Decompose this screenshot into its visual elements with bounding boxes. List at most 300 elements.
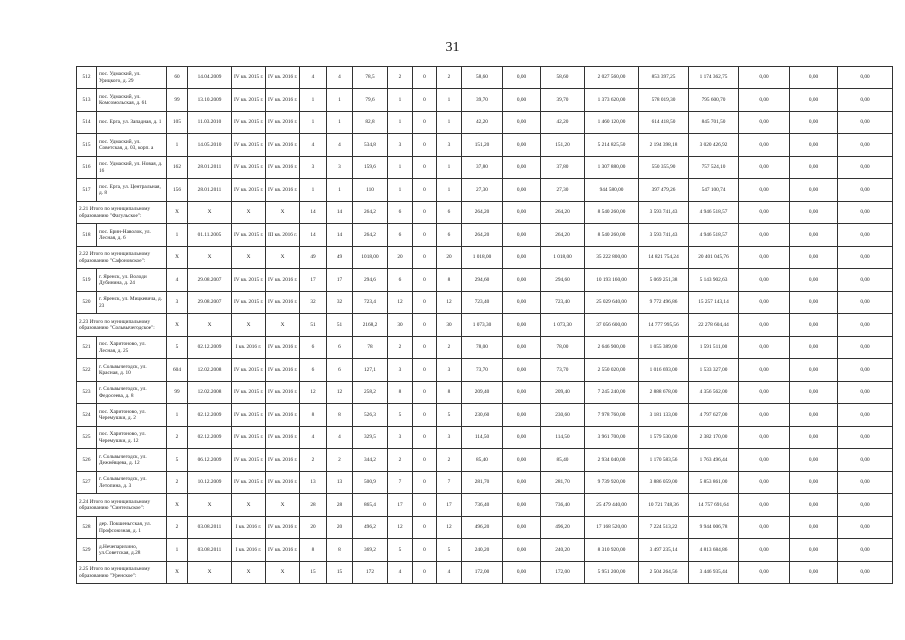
table-cell: 17 — [437, 494, 462, 517]
table-cell: 0,00 — [790, 337, 838, 359]
table-row — [77, 157, 893, 179]
table-cell: 1 — [388, 112, 413, 134]
table-cell: 42,20 — [462, 112, 503, 134]
table-cell: 32 — [327, 292, 353, 314]
table-cell: 0,00 — [790, 404, 838, 427]
table-cell: 0,00 — [739, 359, 790, 382]
table-cell: 1 373 620,00 — [585, 89, 639, 112]
table-cell: 0,00 — [790, 134, 838, 157]
table-cell: X — [167, 202, 188, 224]
table-cell: 0,00 — [739, 67, 790, 89]
table-cell: 25 479 440,00 — [585, 494, 639, 517]
table-cell: 20 401 045,76 — [689, 247, 739, 269]
table-cell: 27,30 — [541, 179, 585, 202]
table-cell: 2 — [437, 337, 462, 359]
table-cell: 2 — [167, 472, 188, 494]
table-row — [77, 382, 893, 404]
table-cell: 329,5 — [353, 427, 388, 449]
table-cell: 03.08.2011 — [188, 539, 232, 562]
table-cell: 8 — [300, 404, 327, 427]
table-cell: 02.12.2009 — [188, 427, 232, 449]
table-cell: 49 — [300, 247, 327, 269]
table-cell: 0,00 — [739, 449, 790, 472]
table-cell: 156 — [167, 179, 188, 202]
table-cell: 0 — [413, 562, 437, 584]
table-cell: 1 — [388, 179, 413, 202]
table-cell: 9 944 006,78 — [689, 517, 739, 539]
table-cell: 0 — [413, 539, 437, 562]
table-cell: 0,00 — [838, 562, 893, 584]
table-cell: 0,00 — [790, 562, 838, 584]
table-cell: IV кв. 2015 г. — [232, 269, 266, 292]
table-row — [77, 269, 893, 292]
table-cell: 37,80 — [541, 157, 585, 179]
table-cell: 3 — [300, 157, 327, 179]
table-cell: 523 — [77, 382, 97, 404]
table-cell: IV кв. 2015 г. — [232, 472, 266, 494]
table-cell: 264,20 — [462, 202, 503, 224]
table-cell: 8 — [300, 539, 327, 562]
table-cell: 614 418,50 — [639, 112, 689, 134]
table-cell: 5 143 902,63 — [689, 269, 739, 292]
table-cell: 723,4 — [353, 292, 388, 314]
table-cell: 0,00 — [739, 472, 790, 494]
table-cell: 3 — [327, 157, 353, 179]
table-cell: 3 — [167, 292, 188, 314]
table-row — [77, 112, 893, 134]
table-cell: 0,00 — [503, 449, 541, 472]
table-row — [77, 337, 893, 359]
table-cell: X — [266, 202, 300, 224]
table-cell: 1 — [388, 89, 413, 112]
table-cell: IV кв. 2015 г. — [232, 449, 266, 472]
table-cell: 12.02.2008 — [188, 359, 232, 382]
table-cell: 15 — [300, 562, 327, 584]
table-cell: 20 — [327, 517, 353, 539]
table-cell: 4 — [300, 67, 327, 89]
table-cell: 0,00 — [838, 247, 893, 269]
table-cell: 515 — [77, 134, 97, 157]
table-cell: 10.12.2009 — [188, 472, 232, 494]
table-cell: 02.12.2009 — [188, 337, 232, 359]
table-cell: 22 278 604,44 — [689, 314, 739, 337]
table-row — [77, 539, 893, 562]
table-cell: г. Яренск, ул. Володи Дубинина, д. 24 — [97, 269, 167, 292]
total-label: 2.24 Итого по муниципальному образованию "Синтельское": — [77, 494, 167, 517]
table-cell: 0,00 — [790, 292, 838, 314]
table-cell: 4 — [437, 562, 462, 584]
table-cell: IV кв. 2015 г. — [232, 157, 266, 179]
table-cell: 159,6 — [353, 157, 388, 179]
table-cell: 524 — [77, 404, 97, 427]
table-cell: 06.12.2009 — [188, 449, 232, 472]
table-cell: 0,00 — [503, 179, 541, 202]
table-cell: 114,50 — [462, 427, 503, 449]
table-cell: 73,70 — [541, 359, 585, 382]
total-row — [77, 247, 893, 269]
table-cell: 14 757 691,64 — [689, 494, 739, 517]
table-cell: 522 — [77, 359, 97, 382]
table-cell: 3 593 741,43 — [639, 224, 689, 247]
table-cell: X — [232, 562, 266, 584]
table-cell: X — [232, 494, 266, 517]
table-cell: 3 — [437, 427, 462, 449]
table-cell: IV кв. 2015 г. — [232, 67, 266, 89]
table-cell: 2 027 560,00 — [585, 67, 639, 89]
table-cell: 397 479,26 — [639, 179, 689, 202]
table-cell: 14 821 754,24 — [639, 247, 689, 269]
table-cell: 12 — [300, 382, 327, 404]
table-cell: IV кв. 2016 г. — [266, 112, 300, 134]
table-cell: 0,00 — [790, 202, 838, 224]
table-cell: 0,00 — [838, 427, 893, 449]
table-cell: 1 018,00 — [541, 247, 585, 269]
table-cell: 4 — [167, 269, 188, 292]
table-cell: 151,20 — [541, 134, 585, 157]
table-cell: 0,00 — [790, 89, 838, 112]
table-cell: 865,4 — [353, 494, 388, 517]
table-cell: 4 — [327, 427, 353, 449]
table-cell: 0,00 — [739, 157, 790, 179]
table-cell: IV кв. 2015 г. — [232, 404, 266, 427]
table-cell: 0,00 — [739, 404, 790, 427]
table-cell: 99 — [167, 89, 188, 112]
table-cell: X — [266, 494, 300, 517]
table-cell: 12 — [437, 517, 462, 539]
table-cell: 369,2 — [353, 539, 388, 562]
table-cell: 294,6 — [353, 269, 388, 292]
table-cell: 526 — [77, 449, 97, 472]
table-cell: X — [266, 314, 300, 337]
table-cell: 209,40 — [462, 382, 503, 404]
table-cell: 79,6 — [353, 89, 388, 112]
table-cell: 5 — [437, 404, 462, 427]
table-cell: 8 — [327, 539, 353, 562]
table-cell: 1 — [300, 89, 327, 112]
table-cell: 7 — [437, 472, 462, 494]
table-cell: 37 056 600,00 — [585, 314, 639, 337]
table-cell: 0 — [413, 517, 437, 539]
table-cell: 0,00 — [503, 404, 541, 427]
table-cell: 39,70 — [541, 89, 585, 112]
table-cell: 1 460 120,00 — [585, 112, 639, 134]
table-cell: 0,00 — [790, 494, 838, 517]
table-cell: 1 018,00 — [462, 247, 503, 269]
table-cell: 0,00 — [838, 67, 893, 89]
table-cell: 42,20 — [541, 112, 585, 134]
table-cell: 0 — [413, 67, 437, 89]
table-cell: 0,00 — [838, 337, 893, 359]
table-cell: 29.08.2007 — [188, 292, 232, 314]
table-cell: 1018,00 — [353, 247, 388, 269]
table-cell: г. Яренск, ул. Мицкевича, д. 23 — [97, 292, 167, 314]
table-cell: 264,20 — [462, 224, 503, 247]
table-cell: IV кв. 2016 г. — [266, 157, 300, 179]
table-cell: 1 073,30 — [541, 314, 585, 337]
table-cell: 2168,2 — [353, 314, 388, 337]
table-cell: IV кв. 2016 г. — [266, 427, 300, 449]
table-cell: 10 193 160,00 — [585, 269, 639, 292]
table-cell: 28.01.2011 — [188, 157, 232, 179]
table-cell: 1 — [167, 134, 188, 157]
table-cell: 6 — [327, 337, 353, 359]
table-cell: 0,00 — [790, 247, 838, 269]
table-cell: 2 382 170,00 — [689, 427, 739, 449]
table-cell: X — [188, 247, 232, 269]
table-cell: 3 — [437, 134, 462, 157]
table-cell: 105 — [167, 112, 188, 134]
table-cell: 294,60 — [541, 269, 585, 292]
table-cell: 12 — [388, 517, 413, 539]
total-label: 2.21 Итого по муниципальному образованию "Фагульское": — [77, 202, 167, 224]
table-cell: IV кв. 2016 г. — [266, 179, 300, 202]
table-cell: 5 — [388, 404, 413, 427]
table-cell: III кв. 2016 г. — [266, 224, 300, 247]
table-cell: 13 — [300, 472, 327, 494]
table-cell: 723,40 — [541, 292, 585, 314]
table-cell: 01.11.2005 — [188, 224, 232, 247]
table-cell: 1 — [388, 157, 413, 179]
table-cell: 0,00 — [790, 112, 838, 134]
table-cell: IV кв. 2015 г. — [232, 89, 266, 112]
table-row — [77, 517, 893, 539]
table-cell: 0,00 — [838, 517, 893, 539]
table-cell: 2 — [167, 427, 188, 449]
table-cell: 1 763 496,44 — [689, 449, 739, 472]
table-cell: 14 — [327, 224, 353, 247]
table-cell: 0,00 — [503, 382, 541, 404]
table-cell: 14 — [300, 202, 327, 224]
table-cell: г. Сольвычегодск, ул. Федосеева, д. 8 — [97, 382, 167, 404]
table-cell: пос. Ерга, ул. Западная, д. 1 — [97, 112, 167, 134]
table-cell: 10 721 748,36 — [639, 494, 689, 517]
table-cell: 99 — [167, 382, 188, 404]
table-cell: 12 — [437, 292, 462, 314]
table-cell: 0,00 — [739, 224, 790, 247]
table-cell: 58,60 — [541, 67, 585, 89]
table-cell: 12 — [388, 292, 413, 314]
table-cell: 0,00 — [503, 134, 541, 157]
table-cell: X — [232, 247, 266, 269]
table-cell: 3 181 133,00 — [639, 404, 689, 427]
table-cell: IV кв. 2016 г. — [266, 359, 300, 382]
table-cell: 12 — [327, 382, 353, 404]
table-cell: 5 214 825,50 — [585, 134, 639, 157]
table-cell: X — [167, 247, 188, 269]
table-cell: 1 — [437, 179, 462, 202]
table-cell: 512 — [77, 67, 97, 89]
table-cell: 2 934 040,00 — [585, 449, 639, 472]
table-cell: IV кв. 2016 г. — [266, 337, 300, 359]
table-cell: 20 — [300, 517, 327, 539]
table-cell: 513 — [77, 89, 97, 112]
table-cell: пос. Харитоново, ул. Черемушки, д. 12 — [97, 427, 167, 449]
table-cell: IV кв. 2015 г. — [232, 134, 266, 157]
table-cell: 2 646 900,00 — [585, 337, 639, 359]
table-cell: 8 — [437, 382, 462, 404]
table-cell: 0,00 — [838, 112, 893, 134]
table-cell: 6 — [300, 359, 327, 382]
table-cell: 0,00 — [503, 157, 541, 179]
table-cell: 4 356 562,00 — [689, 382, 739, 404]
table-cell: 9 772 496,86 — [639, 292, 689, 314]
table-cell: 6 — [327, 359, 353, 382]
table-row — [77, 292, 893, 314]
table-cell: 0,00 — [790, 359, 838, 382]
table-cell: 14 — [327, 202, 353, 224]
table-cell: 20 — [437, 247, 462, 269]
table-cell: 32 — [300, 292, 327, 314]
table-cell: 14.04.2009 — [188, 67, 232, 89]
table-cell: X — [188, 314, 232, 337]
table-cell: 15 — [327, 562, 353, 584]
table-cell: 527 — [77, 472, 97, 494]
table-cell: 5 — [167, 337, 188, 359]
table-cell: 0,00 — [503, 359, 541, 382]
total-row — [77, 202, 893, 224]
table-row — [77, 134, 893, 157]
table-cell: 0,00 — [739, 539, 790, 562]
table-cell: 0 — [413, 427, 437, 449]
table-cell: 17 — [300, 269, 327, 292]
table-cell: 1 — [167, 224, 188, 247]
table-row — [77, 404, 893, 427]
table-cell: 2 — [388, 337, 413, 359]
table-cell: 0,00 — [503, 427, 541, 449]
table-cell: 85,40 — [541, 449, 585, 472]
table-cell: 518 — [77, 224, 97, 247]
table-cell: 17 — [327, 269, 353, 292]
table-cell: 0,00 — [790, 179, 838, 202]
table-cell: 0 — [413, 247, 437, 269]
table-cell: 85,40 — [462, 449, 503, 472]
table-cell: X — [232, 314, 266, 337]
table-cell: 0,00 — [838, 359, 893, 382]
table-cell: 13 — [327, 472, 353, 494]
table-cell: 03.08.2011 — [188, 517, 232, 539]
table-cell: 0,00 — [838, 449, 893, 472]
table-cell: 78,00 — [541, 337, 585, 359]
table-cell: 0,00 — [790, 314, 838, 337]
table-cell: 1 055 389,00 — [639, 337, 689, 359]
table-cell: 0,00 — [838, 539, 893, 562]
table-cell: 0,00 — [503, 67, 541, 89]
table-cell: 723,40 — [462, 292, 503, 314]
table-cell: 14 777 995,56 — [639, 314, 689, 337]
table-cell: г. Сольвычегодск, ул. Дежнёвцева, д. 12 — [97, 449, 167, 472]
table-cell: 0,00 — [503, 269, 541, 292]
table-cell: 11.03.2010 — [188, 112, 232, 134]
table-cell: 1 — [167, 539, 188, 562]
table-cell: 0 — [413, 269, 437, 292]
table-cell: 0,00 — [503, 89, 541, 112]
table-cell: 0,00 — [790, 427, 838, 449]
table-cell: 757 524,10 — [689, 157, 739, 179]
table-cell: 1 016 693,00 — [639, 359, 689, 382]
table-cell: 78,00 — [462, 337, 503, 359]
table-cell: 0 — [413, 472, 437, 494]
table-cell: 2 — [300, 449, 327, 472]
table-cell: 0,00 — [739, 517, 790, 539]
table-cell: 35 222 800,00 — [585, 247, 639, 269]
table-cell: 2 — [437, 67, 462, 89]
table-cell: IV кв. 2016 г. — [266, 67, 300, 89]
table-cell: 1 170 583,56 — [639, 449, 689, 472]
table-cell: 162 — [167, 157, 188, 179]
table-cell: 1 — [437, 157, 462, 179]
table-cell: 0 — [413, 494, 437, 517]
table-cell: 3 — [388, 359, 413, 382]
table-cell: 172,00 — [541, 562, 585, 584]
table-cell: 0,00 — [739, 269, 790, 292]
housing-data-table — [76, 66, 893, 584]
table-cell: X — [266, 562, 300, 584]
table-cell: 0,00 — [739, 89, 790, 112]
table-cell: 110 — [353, 179, 388, 202]
table-row — [77, 67, 893, 89]
table-cell: 78 — [353, 337, 388, 359]
table-cell: 172 — [353, 562, 388, 584]
table-cell: 0,00 — [790, 269, 838, 292]
table-cell: 5 069 251,38 — [639, 269, 689, 292]
table-cell: 17 — [388, 494, 413, 517]
table-cell: 0,00 — [838, 404, 893, 427]
table-cell: 516 — [77, 157, 97, 179]
table-cell: 7 245 240,00 — [585, 382, 639, 404]
table-cell: 8 — [437, 269, 462, 292]
table-cell: IV кв. 2016 г. — [266, 269, 300, 292]
table-cell: 264,20 — [541, 202, 585, 224]
table-cell: 2 888 678,00 — [639, 382, 689, 404]
table-cell: 28 — [327, 494, 353, 517]
table-cell: 344,2 — [353, 449, 388, 472]
table-cell: 0,00 — [838, 382, 893, 404]
table-cell: X — [167, 494, 188, 517]
table-cell: 6 — [300, 337, 327, 359]
table-cell: 230,60 — [541, 404, 585, 427]
total-label: 2.23 Итого по муниципальному образованию "Сольвычегодское": — [77, 314, 167, 337]
table-cell: 13.10.2009 — [188, 89, 232, 112]
table-cell: 3 020 426,92 — [689, 134, 739, 157]
total-row — [77, 494, 893, 517]
table-cell: 514 — [77, 112, 97, 134]
table-cell: IV кв. 2015 г. — [232, 359, 266, 382]
table-cell: IV кв. 2016 г. — [266, 89, 300, 112]
table-cell: 0,00 — [503, 494, 541, 517]
table-cell: 736,40 — [462, 494, 503, 517]
total-row — [77, 562, 893, 584]
table-cell: 853 397,25 — [639, 67, 689, 89]
table-cell: 0,00 — [503, 562, 541, 584]
table-row — [77, 179, 893, 202]
table-cell: 0 — [413, 157, 437, 179]
table-cell: 1 — [300, 112, 327, 134]
table-cell: 0,00 — [503, 292, 541, 314]
table-cell: пос. Ерга, ул. Центральная, д. 8 — [97, 179, 167, 202]
table-cell: пос. Харитоново, ул. Лесная, д. 25 — [97, 337, 167, 359]
table-cell: X — [167, 562, 188, 584]
table-cell: X — [266, 247, 300, 269]
table-cell: 258,2 — [353, 382, 388, 404]
table-cell: 0 — [413, 134, 437, 157]
table-cell: 2 504 264,56 — [639, 562, 689, 584]
table-cell: 0 — [413, 89, 437, 112]
table-cell: 51 — [327, 314, 353, 337]
table-cell: 2 — [327, 449, 353, 472]
table-cell: 0,00 — [838, 224, 893, 247]
table-cell: 0,00 — [503, 224, 541, 247]
table-cell: 0,00 — [838, 202, 893, 224]
